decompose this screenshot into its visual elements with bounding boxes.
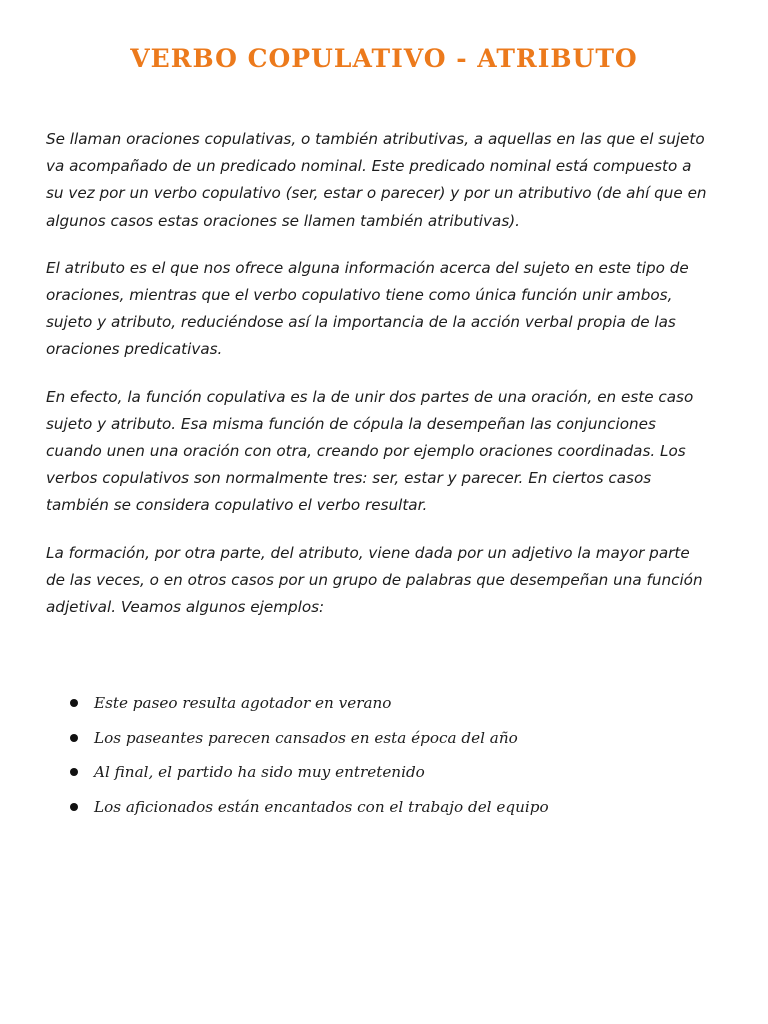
page-title: VERBO COPULATIVO - ATRIBUTO (130, 44, 638, 73)
paragraph-3: En efecto, la función copulativa es la de unir dos partes de una oración, en este caso sujeto y atributo. Esa misma función de cópula la desempeñan las conjunciones cuando unen una oración con otra, creando por ejemplo oraciones coordinadas. Los verbos copulativos son normalmente tres: ser, estar y parecer. En ciertos casos también se considera copulativo el verbo resultar. (46, 387, 694, 515)
bullet-icon (70, 803, 78, 811)
example-text: Los aficionados están encantados con el trabajo del equipo (94, 797, 549, 816)
bullet-icon (70, 734, 78, 742)
bullet-icon (70, 699, 78, 707)
paragraph-1: Se llaman oraciones copulativas, o también atributivas, a aquellas en las que el sujeto va acompañado de un predicado nominal. Este predicado nominal está compuesto a su vez por un verbo copulativo (ser, estar o parecer) y por un atributivo (de ahí que en algunos casos estas oraciones se llamen también atributivas). (46, 130, 707, 230)
list-item (70, 686, 549, 721)
list-item (70, 721, 549, 756)
examples-list (70, 686, 549, 824)
paragraph-2: El atributo es el que nos ofrece alguna información acerca del sujeto en este tipo de oraciones, mientras que el verbo copulativo tiene como única función unir ambos, sujeto y atributo, reduciéndose así la importancia de la acción verbal propia de las oraciones predicativas. (46, 258, 689, 359)
example-text: Este paseo resulta agotador en verano (94, 694, 392, 712)
list-item (70, 755, 549, 790)
example-text: Al final, el partido ha sido muy entretenido (94, 763, 425, 781)
bullet-icon (70, 768, 78, 776)
example-text: Los paseantes parecen cansados en esta época del año (94, 728, 518, 747)
body-text (46, 126, 712, 641)
list-item (70, 790, 549, 825)
paragraph-4: La formación, por otra parte, del atributo, viene dada por un adjetivo la mayor parte de las veces, o en otros casos por un grupo de palabras que desempeñan una función adjetival. Veamos algunos ejemplos: (46, 543, 703, 617)
